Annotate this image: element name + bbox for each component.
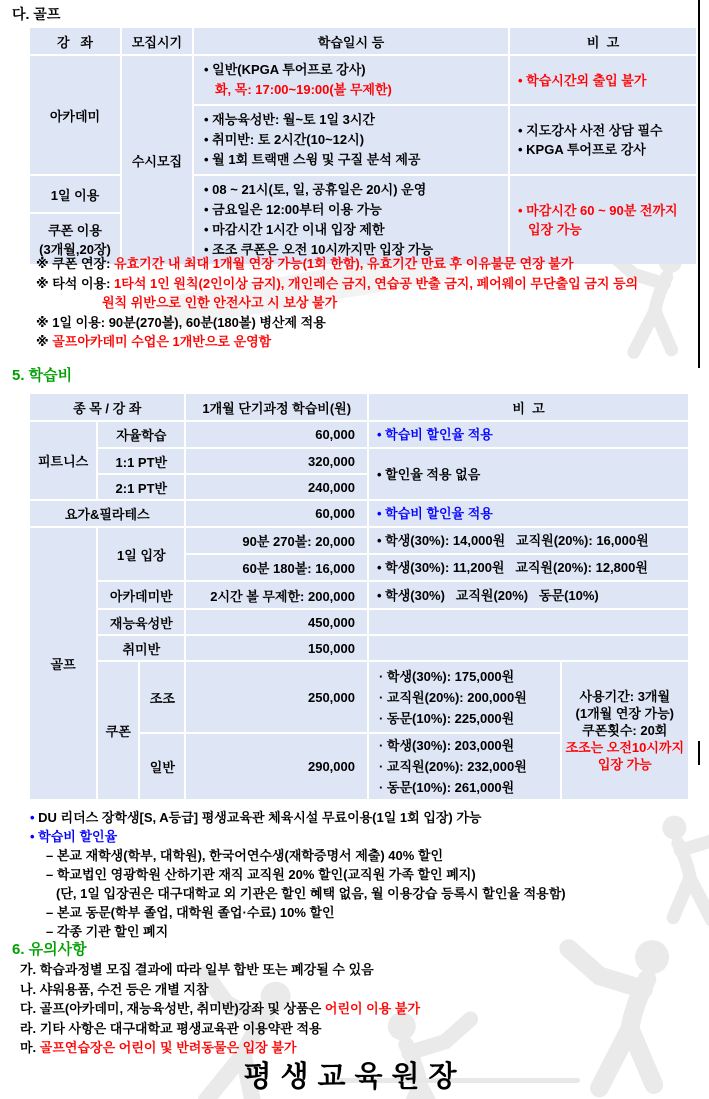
- coupon-usage-cell: [562, 662, 688, 799]
- golf-notes: [36, 254, 696, 352]
- note-item: – 본교 동문(학부 졸업, 대학원 졸업·수료) 10% 할인: [46, 905, 335, 920]
- empty-note-cell: [369, 636, 688, 660]
- note-item: – 학교법인 영광학원 산하기관 재직 교직원 20% 할인(교직원 가족 할인 폐지): [46, 867, 476, 882]
- price-cell: 2시간 볼 무제한: 200,000: [186, 582, 367, 608]
- price-cell: 90분 270볼: 20,000: [186, 528, 367, 553]
- label-line: 쿠폰 이용: [48, 223, 102, 239]
- schedule-line: • 마감시간 1시간 이내 입장 제한: [204, 222, 385, 237]
- discount-line: · 동문(10%): 261,000원: [378, 780, 515, 795]
- col-header-note: 비 고: [369, 394, 688, 420]
- schedule-line: • 조조 쿠폰은 오전 10시까지만 입장 가능: [204, 242, 434, 257]
- course-label-day-entry: 1일 입장: [98, 528, 184, 580]
- note-item: [36, 332, 696, 352]
- item-label-fitness: 피트니스: [30, 422, 96, 499]
- usage-line: (1개월 연장 가능): [575, 706, 675, 721]
- note-prefix: ※ 쿠폰 연장:: [36, 256, 115, 271]
- note-cell: • 학생(30%) 교직원(20%) 동문(10%): [369, 582, 688, 608]
- caution-list: [20, 960, 700, 1058]
- note-item-continuation: 원칙 위반으로 인한 안전사고 시 보상 불가: [102, 295, 338, 310]
- note-cell: [510, 106, 696, 174]
- discount-line: · 학생(30%): 203,000원: [378, 738, 515, 753]
- usage-line: 쿠폰횟수: 20회: [582, 723, 668, 738]
- golf-schedule-table: [28, 26, 698, 266]
- caution-red-text: 어린이 이용 불가: [324, 1001, 421, 1016]
- note-cell: [510, 176, 696, 264]
- note-line: • 마감시간 60 ~ 90분 전까지 입장 가능: [518, 203, 678, 237]
- price-cell: 150,000: [186, 636, 367, 660]
- note-prefix: ※ 타석 이용:: [36, 275, 115, 291]
- fee-table: [28, 392, 690, 801]
- price-cell: 290,000: [186, 734, 367, 799]
- course-label: 자율학습: [98, 422, 184, 447]
- schedule-line: 화, 목: 17:00~19:00(볼 무제한): [215, 82, 392, 97]
- golf-section-heading: 다. 골프: [12, 6, 61, 22]
- fee-section-heading: 5. 학습비: [12, 367, 73, 384]
- note-line: • 학습시간외 출입 불가: [518, 72, 647, 88]
- course-label-early: 조조: [140, 662, 184, 732]
- note-item: [36, 254, 696, 274]
- course-label-talent-class: 재능육성반: [98, 610, 184, 634]
- note-item: [30, 808, 700, 827]
- course-label-academy-class: 아카데미반: [98, 582, 184, 608]
- price-cell: 240,000: [186, 475, 367, 499]
- note-prefix: ※: [36, 334, 53, 349]
- usage-line: 조조는 오전10시까지: [565, 740, 685, 755]
- note-red-text: 골프아카데미 수업은 1개반으로 운영함: [52, 334, 272, 349]
- note-cell: • 학생(30%): 11,200원 교직원(20%): 12,800원: [369, 555, 688, 580]
- note-line: • 학습비 할인율 적용: [376, 427, 493, 442]
- course-label-coupon: 쿠폰: [98, 662, 138, 799]
- col-header-schedule: 학습일시 등: [194, 28, 508, 54]
- discount-line: · 학생(30%): 175,000원: [378, 668, 515, 684]
- note-item: – 각종 기관 할인 폐지: [46, 924, 169, 939]
- note-cell: [369, 422, 688, 447]
- discount-line: · 교직원(20%): 200,000원: [378, 689, 527, 705]
- usage-line: 입장 가능: [597, 757, 652, 772]
- discount-line: · 교직원(20%): 232,000원: [378, 759, 527, 774]
- empty-note-cell: [369, 610, 688, 634]
- label-line: (3개월,20장): [39, 242, 111, 258]
- caution-item: [20, 980, 700, 1000]
- price-cell: 60분 180볼: 16,000: [186, 555, 367, 580]
- course-label-general: 일반: [140, 734, 184, 799]
- note-item: [36, 274, 696, 294]
- course-label: 1:1 PT반: [98, 449, 184, 473]
- note-cell: • 학생(30%): 14,000원 교직원(20%): 16,000원: [369, 528, 688, 553]
- item-label-golf: 골프: [30, 528, 96, 799]
- note-line: • 할인율 적용 없음: [376, 466, 481, 482]
- note-line: • KPGA 투어프로 강사: [518, 142, 646, 157]
- bullet: •: [30, 810, 39, 825]
- course-label-academy: 아카데미: [30, 56, 120, 174]
- page-edge-line: [698, 0, 700, 368]
- note-line: • 학습비 할인율 적용: [376, 506, 493, 521]
- price-cell: 250,000: [186, 662, 367, 732]
- col-header-price: 1개월 단기과정 학습비(원): [186, 394, 367, 420]
- caution-text: 라. 기타 사항은 대구대학교 평생교육관 이용약관 적용: [20, 1020, 322, 1036]
- note-line: • 지도강사 사전 상담 필수: [518, 123, 663, 138]
- course-label-day-use: 1일 이용: [30, 176, 120, 212]
- caution-red-text: 골프연습장은 어린이 및 반려동물은 입장 불가: [39, 1040, 297, 1055]
- price-cell: 320,000: [186, 449, 367, 473]
- price-cell: 60,000: [186, 501, 367, 526]
- footer-title: 평생교육원장: [243, 1061, 466, 1093]
- caution-text: 가. 학습과정별 모집 결과에 따라 일부 합반 또는 폐강될 수 있음: [20, 962, 374, 977]
- schedule-line: • 08 ~ 21시(토, 일, 공휴일은 20시) 운영: [204, 182, 427, 197]
- price-cell: 450,000: [186, 610, 367, 634]
- caution-item: [20, 999, 700, 1019]
- schedule-cell: [194, 106, 508, 174]
- recruit-label: 수시모집: [122, 56, 192, 264]
- caution-text: 다. 골프(아카데미, 재능육성반, 취미반)강좌 및 상품은: [20, 1001, 325, 1016]
- price-cell: 60,000: [186, 422, 367, 447]
- caution-item: [20, 960, 700, 980]
- col-header-note: 비 고: [510, 28, 696, 54]
- page-edge-line: [698, 741, 700, 765]
- item-label-yoga: 요가&필라테스: [30, 501, 184, 526]
- note-cell: [510, 56, 696, 104]
- course-label-hobby-class: 취미반: [98, 636, 184, 660]
- usage-line: 사용기간: 3개월: [579, 689, 671, 704]
- schedule-line: • 일반(KPGA 투어프로 강사): [204, 62, 366, 77]
- schedule-line: • 재능육성반: 월~토 1일 3시간: [204, 112, 375, 127]
- note-item-continuation: (단, 1일 입장권은 대구대학교 외 기관은 할인 혜택 없음, 월 이용강습 등록시 할인율 적용함): [56, 886, 566, 901]
- schedule-cell: [194, 56, 508, 104]
- note-cell: [369, 449, 688, 499]
- note-item: – 본교 재학생(학부, 대학원), 한국어연수생(재학증명서 제출) 40% 할인: [46, 848, 444, 863]
- note-cell: [369, 501, 688, 526]
- discount-line: · 동문(10%): 225,000원: [378, 710, 515, 726]
- schedule-line: • 금요일은 12:00부터 이용 가능: [204, 202, 382, 217]
- schedule-cell: [194, 176, 508, 264]
- note-red-text: 1타석 1인 원칙(2인이상 금지), 개인레슨 금지, 연습공 반출 금지, 페어웨이 무단출입 금지 등의: [114, 275, 639, 291]
- caution-text: 마.: [20, 1040, 40, 1055]
- note-item: ※ 1일 이용: 90분(270볼), 60분(180볼) 병산제 적용: [36, 314, 326, 330]
- discount-list-cell: [369, 662, 560, 732]
- caution-section-heading: 6. 유의사항: [12, 941, 87, 958]
- note-red-text: 유효기간 내 최대 1개월 연장 가능(1회 한함), 유효기간 만료 후 이유불문 연장 불가: [114, 256, 574, 271]
- note-item: • 학습비 할인율: [30, 829, 118, 844]
- fee-notes: [30, 808, 700, 941]
- schedule-line: • 월 1회 트랙맨 스윙 및 구질 분석 제공: [204, 152, 421, 167]
- discount-list-cell: [369, 734, 560, 799]
- col-header-item-course: 종 목 / 강 좌: [30, 394, 184, 420]
- col-header-recruit: 모집시기: [122, 28, 192, 54]
- col-header-course: 강 좌: [30, 28, 120, 54]
- course-label: 2:1 PT반: [98, 475, 184, 499]
- caution-text: 나. 샤워용품, 수건 등은 개별 지참: [20, 981, 209, 997]
- caution-item: [20, 1019, 700, 1039]
- schedule-line: • 취미반: 토 2시간(10~12시): [204, 132, 365, 147]
- note-text: DU 리더스 장학생[S, A등급] 평생교육관 체육시설 무료이용(1일 1회 입장) 가능: [38, 810, 482, 825]
